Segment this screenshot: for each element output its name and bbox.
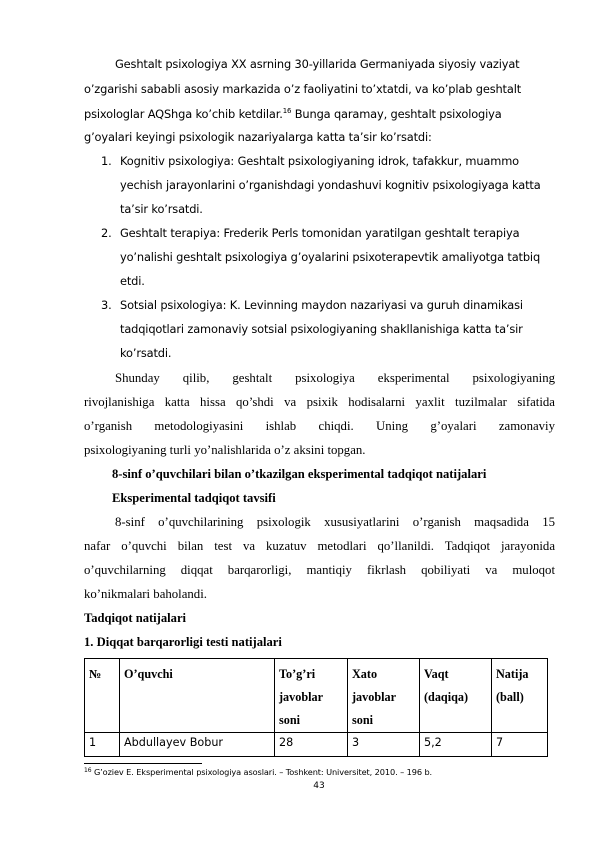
intro-line-3-text: psixologlar AQShga ko’chib ketdilar.	[84, 107, 283, 121]
list-item-1-line-2: yechish jarayonlarini o’rganishdagi yondashuvi kognitiv psixologiyaga katta	[120, 178, 541, 192]
header-time-l2: (daqiqa)	[424, 690, 469, 704]
header-student-text: O’quvchi	[124, 667, 173, 681]
summary-line-1: Shunday qilib, geshtalt psixologiya eksperimental psixologiyaning	[115, 371, 555, 385]
cell-time: 5,2	[420, 733, 492, 757]
header-correct-l3: soni	[279, 713, 301, 727]
table-header-row	[85, 659, 548, 733]
footnote-text: G’oziev E. Eksperimental psixologiya asoslari. – Toshkent: Universitet, 2010. – 196 b.	[91, 767, 433, 777]
table-title: 1. Diqqat barqarorligi testi natijalari	[84, 635, 282, 649]
footnote-number: 16	[84, 767, 92, 774]
intro-line-1: Geshtalt psixologiya XX asrning 30-yillarida Germaniyada siyosiy vaziyat	[115, 57, 520, 71]
summary-line-4: psixologiyaning turli yo’nalishlarida o’z aksini topgan.	[84, 443, 366, 457]
results-title: Tadqiqot natijalari	[84, 611, 187, 625]
footnote	[84, 767, 432, 777]
list-item-3-line-2: tadqiqotlari zamonaviy sotsial psixologiyaning shakllanishiga katta ta’sir	[120, 322, 523, 336]
header-wrong-l1: Xato	[352, 667, 378, 681]
list-number-2: 2.	[101, 226, 112, 240]
footnote-ref: 16	[282, 107, 292, 115]
list-item-1-line-1: Kognitiv psixologiya: Geshtalt psixologiyaning idrok, tafakkur, muammo	[120, 154, 519, 168]
cell-wrong: 3	[348, 733, 420, 757]
list-item-1-line-3: ta’sir ko’rsatdi.	[120, 202, 203, 216]
header-wrong	[348, 659, 420, 733]
summary-line-3: o’rganish metodologiyasini ishlab chiqdi. Uning g’oyalari zamonaviy	[84, 419, 555, 433]
list-item-3-line-3: ko’rsatdi.	[120, 346, 172, 360]
header-number-text: №	[89, 667, 102, 681]
summary-line-2: rivojlanishiga katta hissa qo’shdi va psixik hodisalarni yaxlit tuzilmalar sifatida	[84, 395, 555, 409]
intro-line-2: o’zgarishi sababli asosiy markazida o’z faoliyatini to’xtatdi, va ko’plab geshtalt	[84, 82, 522, 96]
header-student	[120, 659, 275, 733]
section-line-3: o’quvchilarning diqqat barqarorligi, mantiqiy fikrlash qobiliyati va muloqot	[84, 563, 555, 577]
section-title: 8-sinf o’quvchilari bilan o’tkazilgan eksperimental tadqiqot natijalari	[112, 467, 487, 481]
list-item-3-line-1: Sotsial psixologiya: K. Levinning maydon nazariyasi va guruh dinamikasi	[120, 298, 523, 312]
cell-student: Abdullayev Bobur	[120, 733, 275, 757]
header-score-l2: (ball)	[496, 690, 524, 704]
header-correct-l1: To’g’ri	[279, 667, 316, 681]
cell-correct: 28	[275, 733, 348, 757]
list-number-3: 3.	[101, 298, 112, 312]
header-wrong-l2: javoblar	[352, 690, 397, 704]
cell-number: 1	[85, 733, 120, 757]
footnote-divider	[84, 763, 202, 764]
header-wrong-l3: soni	[352, 713, 374, 727]
header-time	[420, 659, 492, 733]
header-score	[492, 659, 548, 733]
cell-score: 7	[492, 733, 548, 757]
intro-line-3	[84, 108, 502, 120]
header-correct-l2: javoblar	[279, 690, 324, 704]
results-table	[84, 658, 548, 757]
section-line-2: nafar o’quvchi bilan test va kuzatuv metodlari qo’llanildi. Tadqiqot jarayonida	[84, 539, 555, 553]
header-correct	[275, 659, 348, 733]
list-item-2-line-1: Geshtalt terapiya: Frederik Perls tomonidan yaratilgan geshtalt terapiya	[120, 226, 520, 240]
intro-line-3-tail: Bunga qaramay, geshtalt psixologiya	[291, 107, 502, 121]
header-score-l1: Natija	[496, 667, 529, 681]
list-number-1: 1.	[101, 154, 112, 168]
header-number	[85, 659, 120, 733]
page-number: 43	[313, 781, 325, 791]
list-item-2-line-3: etdi.	[120, 274, 145, 288]
section-line-4: ko’nikmalari baholandi.	[84, 587, 207, 601]
intro-line-4: g’oyalari keyingi psixologik nazariyalarga katta ta’sir ko’rsatdi:	[84, 130, 432, 144]
table-row	[85, 733, 548, 757]
header-time-l1: Vaqt	[424, 667, 449, 681]
section-subtitle: Eksperimental tadqiqot tavsifi	[112, 491, 276, 505]
list-item-2-line-2: yo’nalishi geshtalt psixologiya g’oyalarini psixoterapevtik amaliyotga tatbiq	[120, 250, 541, 264]
section-line-1: 8-sinf o’quvchilarining psixologik xususiyatlarini o’rganish maqsadida 15	[115, 515, 555, 529]
